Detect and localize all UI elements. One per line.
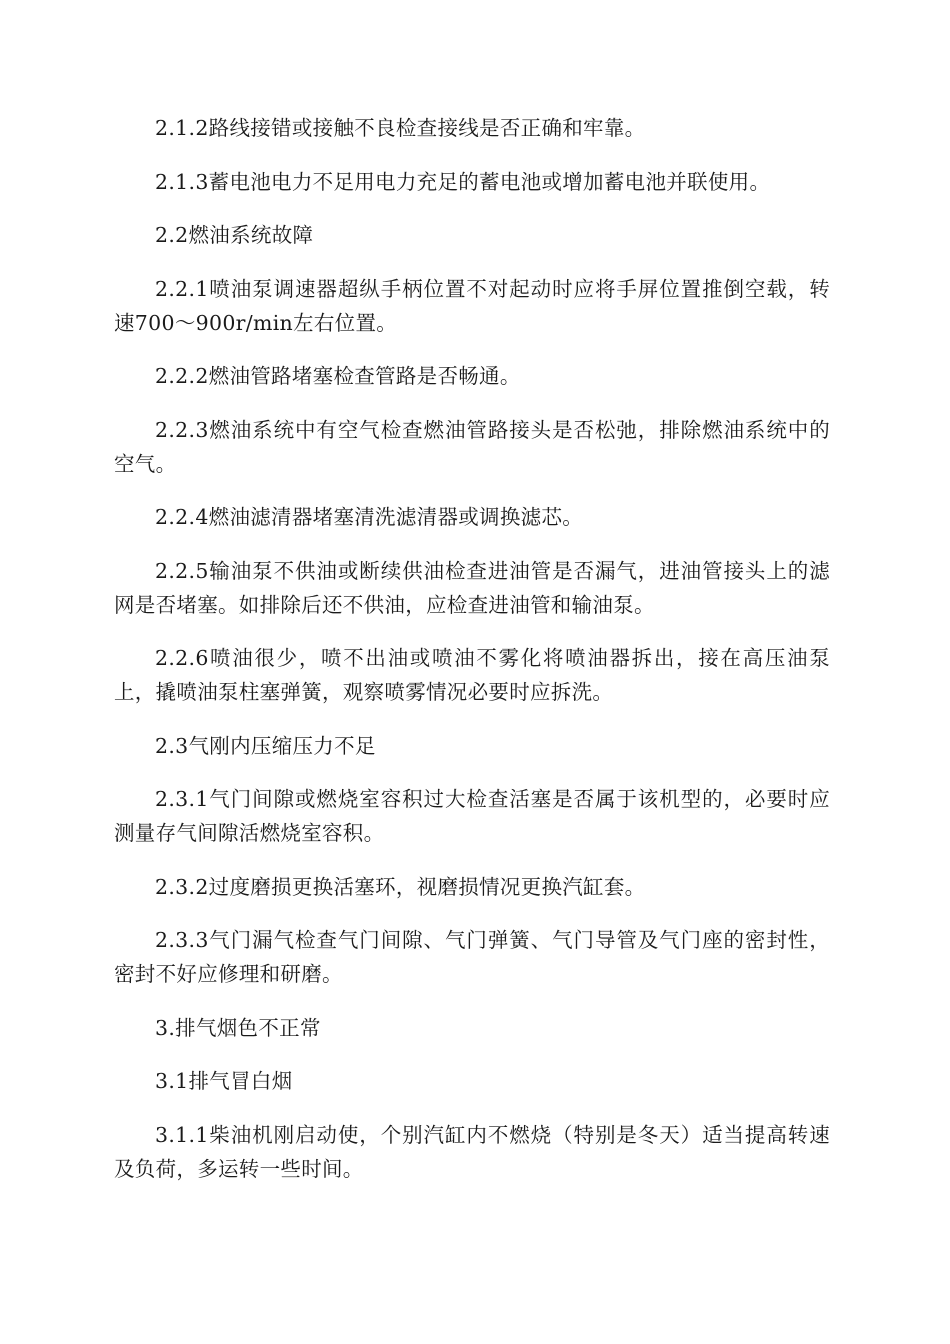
paragraph-3-1-1: 3.1.1柴油机刚启动使，个别汽缸内不燃烧（特别是冬天）适当提高转速及负荷，多运转一些时间。 — [114, 1122, 830, 1181]
section-heading-3-1: 3.1排气冒白烟 — [155, 1069, 293, 1093]
section-heading-2-3: 2.3气刚内压缩压力不足 — [155, 733, 376, 758]
paragraph-2-3-3: 2.3.3气门漏气检查气门间隙、气门弹簧、气门导管及气门座的密封性，密封不好应修理和研磨。 — [114, 928, 830, 986]
paragraph-2-1-3: 2.1.3蓄电池电力不足用电力充足的蓄电池或增加蓄电池并联使用。 — [155, 169, 771, 194]
paragraph-2-3-1: 2.3.1气门间隙或燃烧室容积过大检查活塞是否属于该机型的，必要时应测量存气间隙活燃烧室容积。 — [114, 787, 830, 845]
paragraph-2-3-2: 2.3.2过度磨损更换活塞环，视磨损情况更换汽缸套。 — [155, 874, 646, 899]
paragraph-2-2-2: 2.2.2燃油管路堵塞检查管路是否畅通。 — [155, 364, 521, 388]
section-heading-2-2: 2.2燃油系统故障 — [155, 223, 314, 247]
paragraph-2-2-1: 2.2.1喷油泵调速器超纵手柄位置不对起动时应将手屏位置推倒空载，转速700～900r/min左右位置。 — [114, 276, 830, 335]
paragraph-2-2-3: 2.2.3燃油系统中有空气检查燃油管路接头是否松弛，排除燃油系统中的空气。 — [114, 417, 830, 476]
paragraph-2-2-4: 2.2.4燃油滤清器堵塞清洗滤清器或调换滤芯。 — [155, 505, 584, 529]
paragraph-2-2-5: 2.2.5输油泵不供油或断续供油检查进油管是否漏气，进油管接头上的滤网是否堵塞。如排除后还不供油，应检查进油管和输油泵。 — [114, 558, 830, 617]
document-body — [114, 111, 830, 1205]
section-heading-3: 3.排气烟色不正常 — [155, 1015, 321, 1040]
paragraph-2-2-6: 2.2.6喷油很少，喷不出油或喷油不雾化将喷油器拆出，接在高压油泵上，撬喷油泵柱塞弹簧，观察喷雾情况必要时应拆洗。 — [114, 646, 830, 704]
paragraph-2-1-2: 2.1.2路线接错或接触不良检查接线是否正确和牢靠。 — [155, 116, 646, 140]
